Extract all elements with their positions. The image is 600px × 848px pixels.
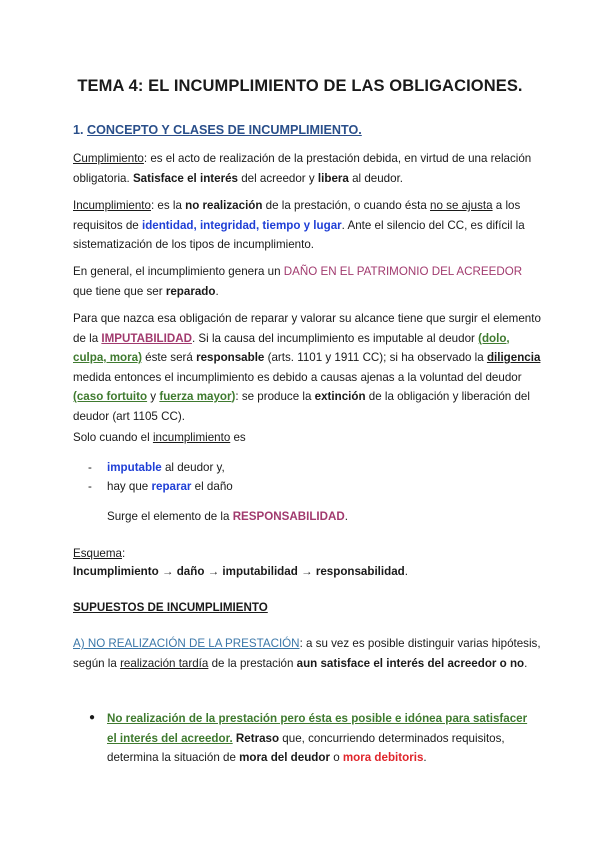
term-incumplimiento: Incumplimiento [73, 199, 151, 212]
esquema-label-line: Esquema: [73, 547, 126, 560]
esquema-label: Esquema [73, 547, 122, 560]
list-item-1: imputable al deudor y, [107, 461, 225, 474]
term-cumplimiento: Cumplimiento [73, 152, 144, 165]
subsection-a-label: A) NO REALIZACIÓN DE LA PRESTACIÓN [73, 637, 300, 650]
esquema-line: Incumplimiento → daño → imputabilidad → responsabilidad. [73, 565, 408, 578]
bullet-icon: ● [89, 712, 96, 723]
document-title: TEMA 4: EL INCUMPLIMIENTO DE LAS OBLIGACIONES. [77, 77, 523, 95]
paragraph-no-realizacion: A) NO REALIZACIÓN DE LA PRESTACIÓN: a su vez es posible distinguir varias hipótesis, según la realización tardía de la prestación aun satisface el interés del acreedor o no. [73, 637, 541, 670]
list-item-2: hay que reparar el daño [107, 480, 233, 493]
section-heading-1 [73, 121, 543, 141]
paragraph-imputabilidad: Para que nazca esa obligación de reparar y valorar su alcance tiene que surgir el elemento de la IMPUTABILIDAD. Si la causa del incumplimiento es imputable al deudor (dolo, culpa, mora) éste será responsable (arts. 1101 y 1911 CC); si ha observado la diligencia medida entonces el incumplimiento es debido a causas ajenas a la voluntad del deudor (caso fortuito y fuerza mayor): se produce la extinción de la obligación y liberación del deudor (art 1105 CC). [73, 312, 541, 423]
paragraph-general: En general, el incumplimiento genera un DAÑO EN EL PATRIMONIO DEL ACREEDOR que tiene que ser reparado. [73, 265, 523, 298]
list-dash-2: - [88, 480, 92, 493]
paragraph-cumplimiento: Cumplimiento: es el acto de realización de la prestación debida, en virtud de una relación obligatoria. Satisface el interés del acreedor y libera al deudor. [73, 152, 532, 185]
bullet-item-retraso: No realización de la prestación pero ésta es posible e idónea para satisfacer el interés del acreedor. Retraso que, concurriendo determinados requisitos, determina la situación de mora del deudor o mora debitoris. [107, 712, 528, 764]
supuestos-heading: SUPUESTOS DE INCUMPLIMIENTO [73, 601, 268, 614]
section-number: 1. [73, 123, 88, 137]
paragraph-solo-cuando: Solo cuando el incumplimiento es [73, 431, 246, 444]
section-title: CONCEPTO Y CLASES DE INCUMPLIMIENTO. [87, 123, 362, 137]
list-dash-1: - [88, 461, 92, 474]
paragraph-incumplimiento: Incumplimiento: es la no realización de la prestación, o cuando ésta no se ajusta a los requisitos de identidad, integridad, tiempo y lugar. Ante el silencio del CC, es difícil la sistematización de los tipos de incumplimiento. [73, 199, 525, 251]
paragraph-surge: Surge el elemento de la RESPONSABILIDAD. [107, 510, 349, 523]
